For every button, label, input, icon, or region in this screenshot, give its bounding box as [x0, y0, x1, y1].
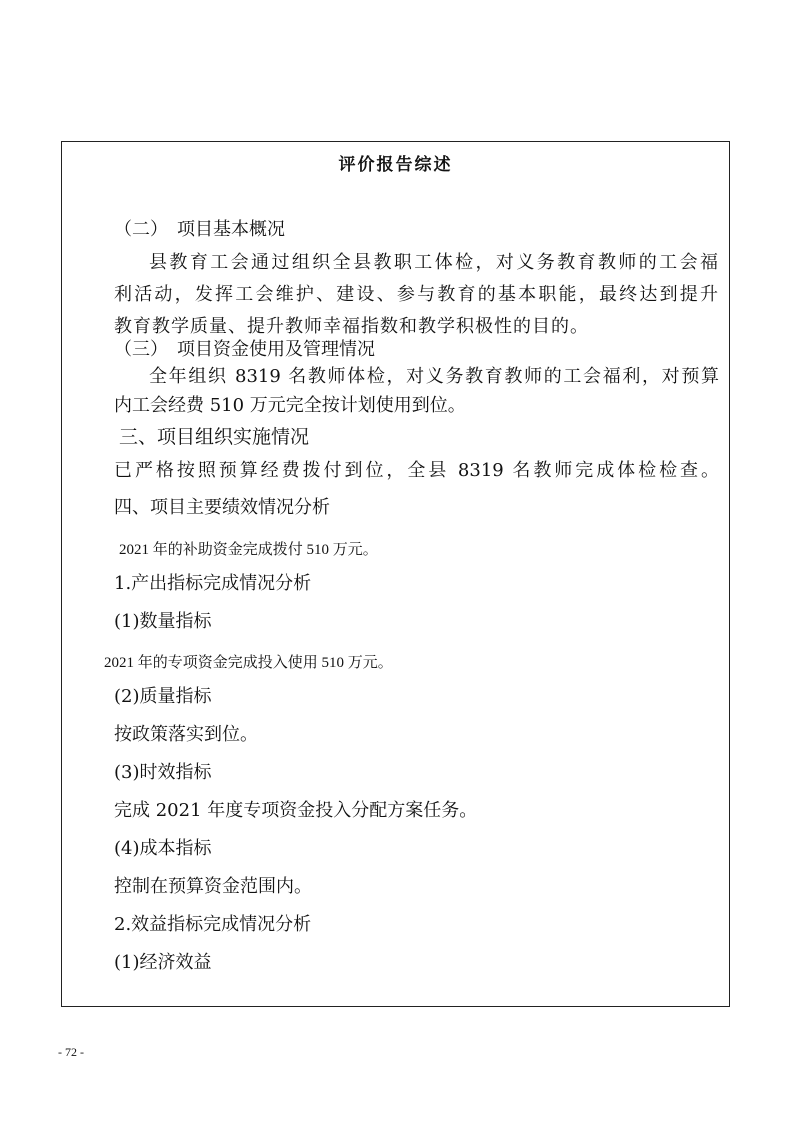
report-frame: [61, 141, 730, 1007]
paragraph-line: 已严格按照预算经费拨付到位，全县 8319 名教师完成体检检查。: [114, 460, 719, 481]
paragraph-line: 全年组织 8319 名教师体检，对义务教育教师的工会福利，对预算: [149, 366, 719, 387]
subsection-heading: (4)成本指标: [114, 838, 212, 859]
subsection-heading: (3)时效指标: [114, 762, 212, 783]
paragraph-line: 完成 2021 年度专项资金投入分配方案任务。: [114, 800, 478, 821]
section-heading: （二） 项目基本概况: [114, 219, 285, 240]
paragraph-line: 教育教学质量、提升教师幸福指数和教学积极性的目的。: [114, 316, 589, 337]
page-number: - 72 -: [58, 1045, 84, 1059]
report-title: 评价报告综述: [338, 155, 453, 175]
subsection-heading: (1)数量指标: [114, 611, 212, 632]
subsection-heading: (1)经济效益: [114, 952, 212, 973]
subsection-heading: 2.效益指标完成情况分析: [114, 914, 312, 935]
section-heading: 四、项目主要绩效情况分析: [114, 497, 330, 518]
subsection-heading: (2)质量指标: [114, 686, 212, 707]
section-heading: 三、项目组织实施情况: [119, 426, 310, 448]
paragraph-line: 按政策落实到位。: [114, 724, 258, 745]
paragraph-line: 2021 年的补助资金完成拨付 510 万元。: [119, 542, 378, 558]
section-heading: （三） 项目资金使用及管理情况: [114, 339, 375, 360]
paragraph-line: 县教育工会通过组织全县教职工体检，对义务教育教师的工会福: [149, 252, 719, 273]
paragraph-line: 利活动，发挥工会维护、建设、参与教育的基本职能，最终达到提升: [114, 284, 719, 305]
subsection-heading: 1.产出指标完成情况分析: [114, 573, 312, 594]
paragraph-line: 内工会经费 510 万元完全按计划使用到位。: [114, 395, 466, 416]
paragraph-line: 2021 年的专项资金完成投入使用 510 万元。: [104, 655, 393, 671]
paragraph-line: 控制在预算资金范围内。: [114, 876, 312, 897]
